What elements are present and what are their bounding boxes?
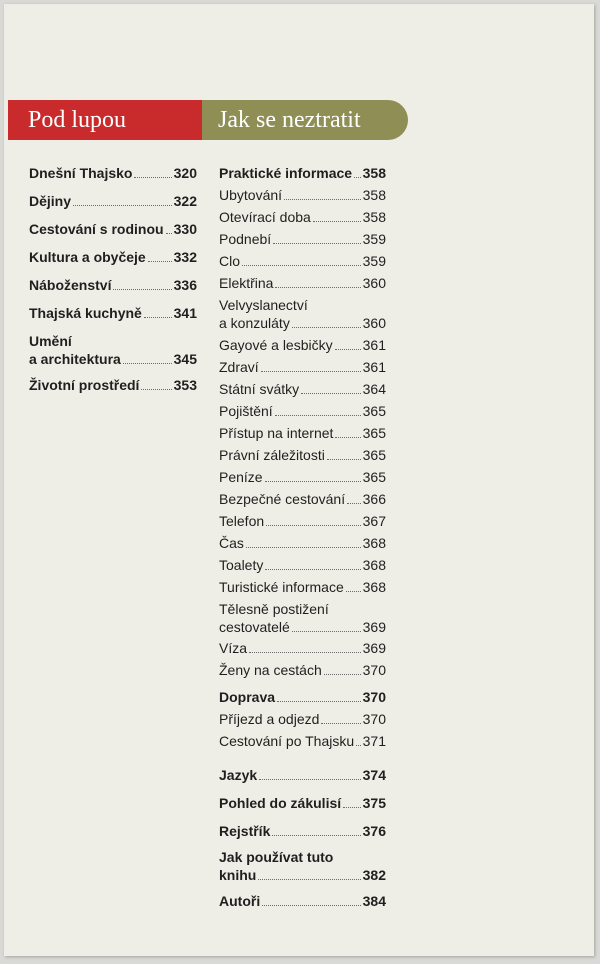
toc-entry-page: 358 (362, 209, 386, 225)
tab-jak-se-neztratit[interactable] (202, 100, 408, 140)
toc-entry[interactable] (29, 376, 197, 394)
toc-entry[interactable] (219, 186, 386, 204)
toc-entry-label: Gayové a lesbičky (219, 337, 333, 353)
toc-entry[interactable] (219, 424, 386, 442)
toc-entry-label: Autoři (219, 893, 261, 909)
leader-dots (73, 205, 172, 206)
toc-entry-page: 369 (362, 640, 386, 656)
tab-jak-se-neztratit-label: Jak se neztratit (218, 106, 361, 133)
toc-entry-page: 358 (362, 187, 386, 203)
leader-dots (313, 221, 361, 222)
toc-entry-page: 359 (362, 231, 386, 247)
toc-entry-page: 367 (362, 513, 386, 529)
toc-entry-page: 360 (362, 275, 386, 291)
toc-section[interactable] (219, 848, 386, 884)
toc-entry[interactable] (219, 274, 386, 292)
toc-entry-label: Životní prostředí (29, 377, 140, 393)
leader-dots (259, 779, 360, 780)
leader-dots (134, 177, 171, 178)
toc-entry[interactable] (219, 534, 386, 552)
leader-dots (265, 569, 360, 570)
toc-entry-label: Ubytování (219, 187, 283, 203)
leader-dots (321, 723, 360, 724)
toc-entry-label: Rejstřík (219, 823, 271, 839)
leader-dots (262, 905, 360, 906)
toc-entry[interactable] (219, 512, 386, 530)
toc-entry[interactable] (219, 578, 386, 596)
toc-entry-page: 364 (362, 381, 386, 397)
toc-entry[interactable] (219, 600, 386, 636)
toc-entry-label: Bezpečné cestování (219, 491, 346, 507)
toc-entry[interactable] (219, 732, 386, 750)
toc-entry[interactable] (219, 336, 386, 354)
toc-entry[interactable] (219, 468, 386, 486)
toc-entry-label: Tělesně postižení (219, 601, 329, 617)
toc-entry-label: Příjezd a odjezd (219, 711, 320, 727)
toc-entry-page: 369 (362, 619, 386, 635)
toc-section[interactable] (219, 766, 386, 784)
toc-entry-page: 365 (362, 447, 386, 463)
toc-entry-page: 365 (362, 403, 386, 419)
leader-dots (166, 233, 172, 234)
leader-dots (284, 199, 361, 200)
leader-dots (324, 674, 361, 675)
toc-entry-label: Kultura a obyčeje (29, 249, 146, 265)
leader-dots (354, 177, 361, 178)
leader-dots (123, 363, 172, 364)
leader-dots (356, 745, 360, 746)
toc-entry[interactable] (219, 380, 386, 398)
toc-entry[interactable] (219, 208, 386, 226)
toc-entry[interactable] (219, 296, 386, 332)
leader-dots (258, 879, 360, 880)
toc-entry-page: 359 (362, 253, 386, 269)
toc-entry-label: Turistické informace (219, 579, 344, 595)
leader-dots (273, 243, 360, 244)
toc-entry-page: 365 (362, 469, 386, 485)
toc-entry[interactable] (219, 661, 386, 679)
toc-entry-label: Doprava (219, 689, 276, 705)
toc-entry-page: 345 (173, 351, 197, 367)
toc-entry[interactable] (29, 332, 197, 368)
toc-entry-page: 365 (362, 425, 386, 441)
toc-entry[interactable] (219, 710, 386, 728)
leader-dots (335, 349, 361, 350)
leader-dots (327, 459, 361, 460)
toc-entry-page: 370 (362, 711, 386, 727)
toc-entry-label-cont: a architektura (29, 351, 121, 367)
toc-entry-label: Telefon (219, 513, 265, 529)
tab-pod-lupou[interactable] (8, 100, 228, 140)
toc-entry-page: 332 (173, 249, 197, 265)
toc-entry-page: 370 (362, 689, 386, 705)
toc-section[interactable] (219, 822, 386, 840)
toc-entry-label: Umění (29, 333, 72, 349)
toc-entry-label: Cestování s rodinou (29, 221, 164, 237)
tab-pod-lupou-label: Pod lupou (28, 106, 127, 133)
toc-entry-page: 320 (173, 165, 197, 181)
leader-dots (275, 415, 361, 416)
toc-entry-label: Pojištění (219, 403, 273, 419)
toc-entry-label-cont: cestovatelé (219, 619, 290, 635)
toc-entry[interactable] (219, 446, 386, 464)
toc-entry-page: 370 (362, 662, 386, 678)
toc-entry[interactable] (219, 358, 386, 376)
toc-entry-label: Otevírací doba (219, 209, 311, 225)
leader-dots (275, 287, 360, 288)
leader-dots (242, 265, 361, 266)
toc-section[interactable] (219, 688, 386, 706)
toc-entry-page: 358 (362, 165, 386, 181)
leader-dots (261, 371, 361, 372)
toc-entry-label: Náboženství (29, 277, 112, 293)
toc-entry[interactable] (29, 248, 197, 266)
toc-entry-label: Toalety (219, 557, 264, 573)
toc-entry[interactable] (219, 556, 386, 574)
toc-entry-page: 368 (362, 535, 386, 551)
toc-entry-label: Podnebí (219, 231, 272, 247)
leader-dots (343, 807, 361, 808)
toc-entry-label: Pohled do zákulisí (219, 795, 342, 811)
toc-entry-label: Přístup na internet (219, 425, 334, 441)
toc-entry-label: Cestování po Thajsku (219, 733, 355, 749)
toc-entry[interactable] (29, 276, 197, 294)
leader-dots (144, 317, 172, 318)
leader-dots (272, 835, 360, 836)
toc-entry-label: Jak používat tuto (219, 849, 334, 865)
toc-entry-label: Velvyslanectví (219, 297, 308, 313)
toc-entry-page: 371 (362, 733, 386, 749)
leader-dots (292, 631, 361, 632)
leader-dots (335, 437, 360, 438)
toc-entry-page: 382 (362, 867, 386, 883)
toc-section[interactable] (219, 892, 386, 910)
toc-entry[interactable] (219, 490, 386, 508)
toc-entry[interactable] (219, 252, 386, 270)
toc-entry-label: Praktické informace (219, 165, 353, 181)
leader-dots (249, 652, 361, 653)
toc-entry[interactable] (219, 402, 386, 420)
toc-entry-page: 374 (362, 767, 386, 783)
toc-entry-page: 376 (362, 823, 386, 839)
toc-entry-page: 384 (362, 893, 386, 909)
leader-dots (277, 701, 361, 702)
toc-entry-page: 361 (362, 337, 386, 353)
toc-entry-label: Zdraví (219, 359, 259, 375)
toc-entry-page: 353 (173, 377, 197, 393)
leader-dots (113, 289, 171, 290)
toc-entry-label: Elektřina (219, 275, 274, 291)
toc-entry-label: Jazyk (219, 767, 258, 783)
leader-dots (148, 261, 172, 262)
toc-entry-label-cont: knihu (219, 867, 257, 883)
toc-entry-page: 330 (173, 221, 197, 237)
leader-dots (266, 525, 360, 526)
leader-dots (346, 591, 361, 592)
toc-entry-page: 366 (362, 491, 386, 507)
book-page (4, 4, 594, 956)
toc-entry-label: Peníze (219, 469, 263, 485)
toc-entry-label: Thajská kuchyně (29, 305, 142, 321)
toc-section[interactable] (219, 164, 386, 182)
toc-entry-page: 341 (173, 305, 197, 321)
toc-entry[interactable] (29, 164, 197, 182)
toc-entry[interactable] (219, 230, 386, 248)
toc-entry-page: 336 (173, 277, 197, 293)
toc-entry[interactable] (29, 304, 197, 322)
toc-entry[interactable] (29, 220, 197, 238)
toc-entry-label: Dějiny (29, 193, 72, 209)
toc-entry-label: Ženy na cestách (219, 662, 322, 678)
leader-dots (292, 327, 361, 328)
toc-section[interactable] (219, 794, 386, 812)
toc-entry-page: 360 (362, 315, 386, 331)
leader-dots (347, 503, 361, 504)
leader-dots (246, 547, 361, 548)
toc-entry-page: 375 (362, 795, 386, 811)
toc-entry-page: 368 (362, 557, 386, 573)
leader-dots (301, 393, 360, 394)
leader-dots (265, 481, 361, 482)
toc-entry-label: Dnešní Thajsko (29, 165, 133, 181)
leader-dots (141, 389, 171, 390)
toc-entry-label: Právní záležitosti (219, 447, 325, 463)
toc-entry-label: Státní svátky (219, 381, 300, 397)
toc-entry-label: Clo (219, 253, 241, 269)
toc-entry-page: 368 (362, 579, 386, 595)
toc-entry-label: Víza (219, 640, 248, 656)
toc-entry-page: 361 (362, 359, 386, 375)
toc-entry[interactable] (219, 639, 386, 657)
toc-entry-label-cont: a konzuláty (219, 315, 290, 331)
toc-entry-page: 322 (173, 193, 197, 209)
toc-entry-label: Čas (219, 535, 244, 551)
toc-entry[interactable] (29, 192, 197, 210)
